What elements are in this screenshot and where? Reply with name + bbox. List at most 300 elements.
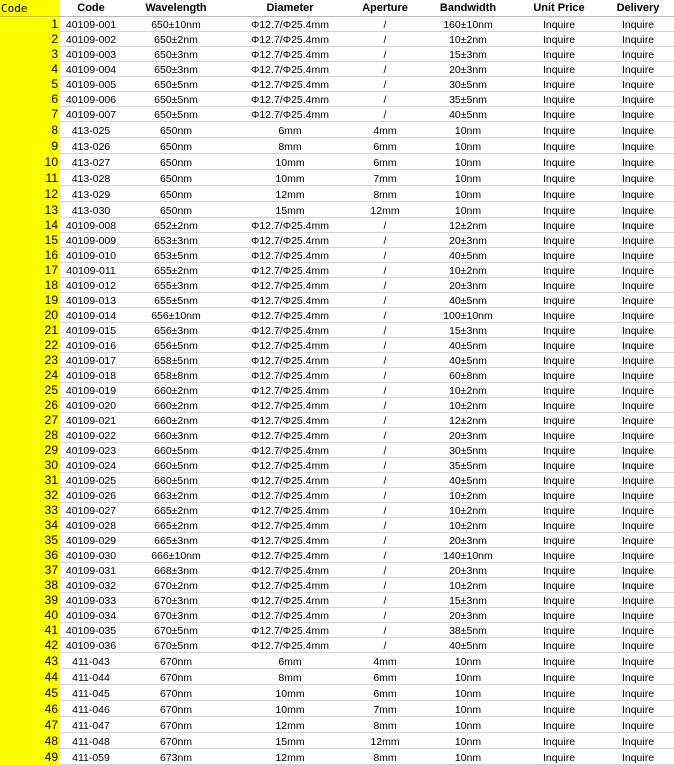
delivery-cell[interactable]: Inquire [602,503,674,518]
bandwidth-cell[interactable]: 10nm [420,733,516,749]
code-cell[interactable]: 40109-016 [60,338,122,353]
diameter-cell[interactable]: Φ12.7/Φ25.4mm [230,353,350,368]
wavelength-cell[interactable]: 670nm [122,685,230,701]
wavelength-cell[interactable]: 656±10nm [122,308,230,323]
delivery-cell[interactable]: Inquire [602,107,674,122]
table-row[interactable] [0,669,674,685]
delivery-cell[interactable]: Inquire [602,638,674,653]
table-row[interactable] [0,701,674,717]
bandwidth-cell[interactable]: 10±2nm [420,488,516,503]
table-row[interactable] [0,293,674,308]
diameter-cell[interactable]: 10mm [230,170,350,186]
diameter-cell[interactable]: 6mm [230,653,350,669]
table-row[interactable] [0,533,674,548]
aperture-cell[interactable]: 6mm [350,154,420,170]
diameter-cell[interactable]: Φ12.7/Φ25.4mm [230,77,350,92]
diameter-cell[interactable]: 8mm [230,669,350,685]
bandwidth-cell[interactable]: 20±3nm [420,428,516,443]
bandwidth-cell[interactable]: 12±2nm [420,413,516,428]
bandwidth-cell[interactable]: 40±5nm [420,107,516,122]
code-cell[interactable]: 40109-009 [60,233,122,248]
aperture-cell[interactable]: / [350,473,420,488]
bandwidth-cell[interactable]: 10±2nm [420,263,516,278]
bandwidth-cell[interactable]: 10±2nm [420,518,516,533]
table-row[interactable] [0,218,674,233]
diameter-cell[interactable]: Φ12.7/Φ25.4mm [230,413,350,428]
unit-price-cell[interactable]: Inquire [516,353,602,368]
row-index-cell[interactable]: 33 [0,503,60,518]
diameter-cell[interactable]: Φ12.7/Φ25.4mm [230,368,350,383]
unit-price-cell[interactable]: Inquire [516,443,602,458]
delivery-cell[interactable]: Inquire [602,701,674,717]
unit-price-cell[interactable]: Inquire [516,563,602,578]
code-cell[interactable]: 40109-034 [60,608,122,623]
unit-price-cell[interactable]: Inquire [516,47,602,62]
table-row[interactable] [0,92,674,107]
diameter-cell[interactable]: Φ12.7/Φ25.4mm [230,533,350,548]
aperture-cell[interactable]: / [350,518,420,533]
wavelength-cell[interactable]: 670nm [122,733,230,749]
bandwidth-cell[interactable]: 30±5nm [420,77,516,92]
wavelength-cell[interactable]: 655±5nm [122,293,230,308]
wavelength-cell[interactable]: 665±3nm [122,533,230,548]
wavelength-cell[interactable]: 650nm [122,186,230,202]
wavelength-cell[interactable]: 670nm [122,701,230,717]
aperture-cell[interactable]: / [350,293,420,308]
table-row[interactable] [0,353,674,368]
table-row[interactable] [0,32,674,47]
column-header-bandwidth[interactable]: Bandwidth [420,0,516,17]
row-index-cell[interactable]: 47 [0,717,60,733]
diameter-cell[interactable]: 15mm [230,733,350,749]
row-index-cell[interactable]: 20 [0,308,60,323]
wavelength-cell[interactable]: 660±5nm [122,443,230,458]
unit-price-cell[interactable]: Inquire [516,278,602,293]
unit-price-cell[interactable]: Inquire [516,669,602,685]
code-cell[interactable]: 40109-036 [60,638,122,653]
wavelength-cell[interactable]: 650±5nm [122,107,230,122]
code-cell[interactable]: 40109-006 [60,92,122,107]
aperture-cell[interactable]: / [350,248,420,263]
diameter-cell[interactable]: 10mm [230,685,350,701]
row-index-cell[interactable]: 43 [0,653,60,669]
aperture-cell[interactable]: 7mm [350,701,420,717]
wavelength-cell[interactable]: 668±3nm [122,563,230,578]
aperture-cell[interactable]: / [350,308,420,323]
row-index-cell[interactable]: 25 [0,383,60,398]
wavelength-cell[interactable]: 656±3nm [122,323,230,338]
unit-price-cell[interactable]: Inquire [516,653,602,669]
wavelength-cell[interactable]: 650nm [122,138,230,154]
bandwidth-cell[interactable]: 10nm [420,685,516,701]
code-cell[interactable]: 40109-027 [60,503,122,518]
row-index-cell[interactable]: 42 [0,638,60,653]
delivery-cell[interactable]: Inquire [602,154,674,170]
wavelength-cell[interactable]: 656±5nm [122,338,230,353]
aperture-cell[interactable]: / [350,263,420,278]
bandwidth-cell[interactable]: 10nm [420,138,516,154]
code-cell[interactable]: 40109-023 [60,443,122,458]
diameter-cell[interactable]: Φ12.7/Φ25.4mm [230,563,350,578]
table-row[interactable] [0,653,674,669]
table-row[interactable] [0,107,674,122]
diameter-cell[interactable]: 12mm [230,186,350,202]
bandwidth-cell[interactable]: 15±3nm [420,593,516,608]
row-index-cell[interactable]: 40 [0,608,60,623]
aperture-cell[interactable]: / [350,593,420,608]
table-row[interactable] [0,17,674,32]
code-cell[interactable]: 40109-031 [60,563,122,578]
row-index-cell[interactable]: 22 [0,338,60,353]
unit-price-cell[interactable]: Inquire [516,368,602,383]
table-row[interactable] [0,263,674,278]
wavelength-cell[interactable]: 650nm [122,154,230,170]
wavelength-cell[interactable]: 658±8nm [122,368,230,383]
row-index-cell[interactable]: 6 [0,92,60,107]
bandwidth-cell[interactable]: 15±3nm [420,47,516,62]
code-cell[interactable]: 40109-025 [60,473,122,488]
bandwidth-cell[interactable]: 12±2nm [420,218,516,233]
table-row[interactable] [0,563,674,578]
column-header-delivery[interactable]: Delivery [602,0,674,17]
diameter-cell[interactable]: Φ12.7/Φ25.4mm [230,578,350,593]
unit-price-cell[interactable]: Inquire [516,202,602,218]
delivery-cell[interactable]: Inquire [602,443,674,458]
bandwidth-cell[interactable]: 10±2nm [420,578,516,593]
row-index-cell[interactable]: 45 [0,685,60,701]
unit-price-cell[interactable]: Inquire [516,398,602,413]
wavelength-cell[interactable]: 670nm [122,653,230,669]
bandwidth-cell[interactable]: 15±3nm [420,323,516,338]
table-row[interactable] [0,443,674,458]
code-cell[interactable]: 40109-002 [60,32,122,47]
unit-price-cell[interactable]: Inquire [516,638,602,653]
diameter-cell[interactable]: Φ12.7/Φ25.4mm [230,503,350,518]
code-cell[interactable]: 40109-019 [60,383,122,398]
row-index-cell[interactable]: 12 [0,186,60,202]
wavelength-cell[interactable]: 660±3nm [122,428,230,443]
bandwidth-cell[interactable]: 10nm [420,653,516,669]
aperture-cell[interactable]: / [350,62,420,77]
bandwidth-cell[interactable]: 10nm [420,749,516,765]
code-cell[interactable]: 411-059 [60,749,122,765]
code-cell[interactable]: 40109-004 [60,62,122,77]
aperture-cell[interactable]: / [350,563,420,578]
table-row[interactable] [0,62,674,77]
aperture-cell[interactable]: / [350,323,420,338]
row-index-cell[interactable]: 34 [0,518,60,533]
row-index-cell[interactable]: 13 [0,202,60,218]
unit-price-cell[interactable]: Inquire [516,749,602,765]
unit-price-cell[interactable]: Inquire [516,473,602,488]
code-cell[interactable]: 413-026 [60,138,122,154]
code-cell[interactable]: 40109-012 [60,278,122,293]
aperture-cell[interactable]: / [350,443,420,458]
code-cell[interactable]: 411-044 [60,669,122,685]
table-row[interactable] [0,578,674,593]
delivery-cell[interactable]: Inquire [602,32,674,47]
diameter-cell[interactable]: Φ12.7/Φ25.4mm [230,107,350,122]
row-index-cell[interactable]: 31 [0,473,60,488]
bandwidth-cell[interactable]: 10nm [420,170,516,186]
bandwidth-cell[interactable]: 10nm [420,717,516,733]
row-index-cell[interactable]: 2 [0,32,60,47]
aperture-cell[interactable]: / [350,413,420,428]
aperture-cell[interactable]: / [350,92,420,107]
unit-price-cell[interactable]: Inquire [516,138,602,154]
aperture-cell[interactable]: / [350,488,420,503]
row-index-cell[interactable]: 48 [0,733,60,749]
table-row[interactable] [0,77,674,92]
table-row[interactable] [0,248,674,263]
delivery-cell[interactable]: Inquire [602,368,674,383]
unit-price-cell[interactable]: Inquire [516,518,602,533]
wavelength-cell[interactable]: 650±5nm [122,92,230,107]
code-cell[interactable]: 40109-018 [60,368,122,383]
unit-price-cell[interactable]: Inquire [516,623,602,638]
table-row[interactable] [0,202,674,218]
diameter-cell[interactable]: Φ12.7/Φ25.4mm [230,593,350,608]
table-row[interactable] [0,548,674,563]
diameter-cell[interactable]: Φ12.7/Φ25.4mm [230,32,350,47]
aperture-cell[interactable]: / [350,77,420,92]
aperture-cell[interactable]: / [350,623,420,638]
delivery-cell[interactable]: Inquire [602,593,674,608]
wavelength-cell[interactable]: 650±3nm [122,47,230,62]
table-row[interactable] [0,749,674,765]
unit-price-cell[interactable]: Inquire [516,248,602,263]
diameter-cell[interactable]: Φ12.7/Φ25.4mm [230,398,350,413]
table-row[interactable] [0,278,674,293]
row-index-cell[interactable]: 19 [0,293,60,308]
unit-price-cell[interactable]: Inquire [516,685,602,701]
delivery-cell[interactable]: Inquire [602,608,674,623]
diameter-cell[interactable]: 12mm [230,717,350,733]
bandwidth-cell[interactable]: 10nm [420,202,516,218]
diameter-cell[interactable]: Φ12.7/Φ25.4mm [230,293,350,308]
column-header-diameter[interactable]: Diameter [230,0,350,17]
diameter-cell[interactable]: Φ12.7/Φ25.4mm [230,218,350,233]
code-cell[interactable]: 40109-007 [60,107,122,122]
code-cell[interactable]: 40109-026 [60,488,122,503]
table-row[interactable] [0,308,674,323]
bandwidth-cell[interactable]: 10nm [420,122,516,138]
table-row[interactable] [0,323,674,338]
wavelength-cell[interactable]: 653±3nm [122,233,230,248]
unit-price-cell[interactable]: Inquire [516,428,602,443]
delivery-cell[interactable]: Inquire [602,733,674,749]
bandwidth-cell[interactable]: 140±10nm [420,548,516,563]
aperture-cell[interactable]: / [350,233,420,248]
wavelength-cell[interactable]: 650nm [122,202,230,218]
column-header-code[interactable]: Code [60,0,122,17]
code-cell[interactable]: 40109-001 [60,17,122,32]
table-row[interactable] [0,170,674,186]
table-row[interactable] [0,458,674,473]
bandwidth-cell[interactable]: 20±3nm [420,608,516,623]
bandwidth-cell[interactable]: 35±5nm [420,92,516,107]
row-index-cell[interactable]: 27 [0,413,60,428]
aperture-cell[interactable]: 12mm [350,733,420,749]
row-index-cell[interactable]: 26 [0,398,60,413]
table-row[interactable] [0,685,674,701]
unit-price-cell[interactable]: Inquire [516,593,602,608]
code-cell[interactable]: 413-025 [60,122,122,138]
delivery-cell[interactable]: Inquire [602,623,674,638]
code-cell[interactable]: 40109-010 [60,248,122,263]
aperture-cell[interactable]: 7mm [350,170,420,186]
delivery-cell[interactable]: Inquire [602,47,674,62]
code-cell[interactable]: 40109-015 [60,323,122,338]
table-row[interactable] [0,398,674,413]
index-column-header[interactable]: Code [0,0,60,17]
delivery-cell[interactable]: Inquire [602,138,674,154]
wavelength-cell[interactable]: 660±2nm [122,398,230,413]
diameter-cell[interactable]: Φ12.7/Φ25.4mm [230,323,350,338]
bandwidth-cell[interactable]: 10nm [420,186,516,202]
row-index-cell[interactable]: 44 [0,669,60,685]
diameter-cell[interactable]: Φ12.7/Φ25.4mm [230,278,350,293]
bandwidth-cell[interactable]: 10±2nm [420,383,516,398]
bandwidth-cell[interactable]: 10±2nm [420,32,516,47]
row-index-cell[interactable]: 15 [0,233,60,248]
aperture-cell[interactable]: / [350,533,420,548]
unit-price-cell[interactable]: Inquire [516,218,602,233]
aperture-cell[interactable]: 6mm [350,669,420,685]
delivery-cell[interactable]: Inquire [602,717,674,733]
row-index-cell[interactable]: 18 [0,278,60,293]
code-cell[interactable]: 40109-024 [60,458,122,473]
aperture-cell[interactable]: / [350,638,420,653]
aperture-cell[interactable]: 4mm [350,122,420,138]
bandwidth-cell[interactable]: 40±5nm [420,338,516,353]
wavelength-cell[interactable]: 660±2nm [122,383,230,398]
bandwidth-cell[interactable]: 20±3nm [420,563,516,578]
diameter-cell[interactable]: Φ12.7/Φ25.4mm [230,248,350,263]
aperture-cell[interactable]: / [350,17,420,32]
aperture-cell[interactable]: / [350,338,420,353]
row-index-cell[interactable]: 49 [0,749,60,765]
diameter-cell[interactable]: 15mm [230,202,350,218]
table-row[interactable] [0,122,674,138]
code-cell[interactable]: 413-030 [60,202,122,218]
code-cell[interactable]: 40109-011 [60,263,122,278]
delivery-cell[interactable]: Inquire [602,202,674,218]
aperture-cell[interactable]: / [350,458,420,473]
row-index-cell[interactable]: 5 [0,77,60,92]
aperture-cell[interactable]: / [350,218,420,233]
code-cell[interactable]: 411-046 [60,701,122,717]
unit-price-cell[interactable]: Inquire [516,458,602,473]
aperture-cell[interactable]: 8mm [350,717,420,733]
aperture-cell[interactable]: / [350,503,420,518]
code-cell[interactable]: 40109-035 [60,623,122,638]
row-index-cell[interactable]: 3 [0,47,60,62]
delivery-cell[interactable]: Inquire [602,458,674,473]
unit-price-cell[interactable]: Inquire [516,733,602,749]
code-cell[interactable]: 40109-028 [60,518,122,533]
code-cell[interactable]: 40109-033 [60,593,122,608]
delivery-cell[interactable]: Inquire [602,308,674,323]
wavelength-cell[interactable]: 670nm [122,717,230,733]
aperture-cell[interactable]: / [350,608,420,623]
delivery-cell[interactable]: Inquire [602,548,674,563]
wavelength-cell[interactable]: 670nm [122,669,230,685]
code-cell[interactable]: 411-045 [60,685,122,701]
aperture-cell[interactable]: 6mm [350,138,420,154]
wavelength-cell[interactable]: 670±3nm [122,608,230,623]
unit-price-cell[interactable]: Inquire [516,186,602,202]
unit-price-cell[interactable]: Inquire [516,77,602,92]
bandwidth-cell[interactable]: 40±5nm [420,293,516,308]
table-row[interactable] [0,593,674,608]
unit-price-cell[interactable]: Inquire [516,107,602,122]
delivery-cell[interactable]: Inquire [602,518,674,533]
unit-price-cell[interactable]: Inquire [516,383,602,398]
wavelength-cell[interactable]: 660±5nm [122,458,230,473]
aperture-cell[interactable]: 4mm [350,653,420,669]
aperture-cell[interactable]: / [350,548,420,563]
delivery-cell[interactable]: Inquire [602,749,674,765]
diameter-cell[interactable]: Φ12.7/Φ25.4mm [230,623,350,638]
delivery-cell[interactable]: Inquire [602,653,674,669]
diameter-cell[interactable]: Φ12.7/Φ25.4mm [230,638,350,653]
wavelength-cell[interactable]: 650nm [122,170,230,186]
row-index-cell[interactable]: 28 [0,428,60,443]
table-row[interactable] [0,233,674,248]
delivery-cell[interactable]: Inquire [602,338,674,353]
unit-price-cell[interactable]: Inquire [516,578,602,593]
unit-price-cell[interactable]: Inquire [516,122,602,138]
bandwidth-cell[interactable]: 60±8nm [420,368,516,383]
row-index-cell[interactable]: 1 [0,17,60,32]
code-cell[interactable]: 40109-017 [60,353,122,368]
wavelength-cell[interactable]: 670±5nm [122,638,230,653]
bandwidth-cell[interactable]: 10±2nm [420,398,516,413]
wavelength-cell[interactable]: 660±2nm [122,413,230,428]
delivery-cell[interactable]: Inquire [602,398,674,413]
wavelength-cell[interactable]: 652±2nm [122,218,230,233]
table-row[interactable] [0,47,674,62]
unit-price-cell[interactable]: Inquire [516,308,602,323]
bandwidth-cell[interactable]: 40±5nm [420,638,516,653]
table-row[interactable] [0,733,674,749]
code-cell[interactable]: 40109-005 [60,77,122,92]
wavelength-cell[interactable]: 666±10nm [122,548,230,563]
delivery-cell[interactable]: Inquire [602,353,674,368]
table-row[interactable] [0,608,674,623]
diameter-cell[interactable]: 10mm [230,154,350,170]
code-cell[interactable]: 411-043 [60,653,122,669]
unit-price-cell[interactable]: Inquire [516,263,602,278]
unit-price-cell[interactable]: Inquire [516,293,602,308]
aperture-cell[interactable]: / [350,107,420,122]
unit-price-cell[interactable]: Inquire [516,717,602,733]
row-index-cell[interactable]: 14 [0,218,60,233]
row-index-cell[interactable]: 17 [0,263,60,278]
column-header-unit-price[interactable]: Unit Price [516,0,602,17]
unit-price-cell[interactable]: Inquire [516,548,602,563]
delivery-cell[interactable]: Inquire [602,383,674,398]
row-index-cell[interactable]: 8 [0,122,60,138]
bandwidth-cell[interactable]: 38±5nm [420,623,516,638]
bandwidth-cell[interactable]: 35±5nm [420,458,516,473]
delivery-cell[interactable]: Inquire [602,218,674,233]
delivery-cell[interactable]: Inquire [602,488,674,503]
diameter-cell[interactable]: Φ12.7/Φ25.4mm [230,488,350,503]
delivery-cell[interactable]: Inquire [602,428,674,443]
diameter-cell[interactable]: Φ12.7/Φ25.4mm [230,518,350,533]
